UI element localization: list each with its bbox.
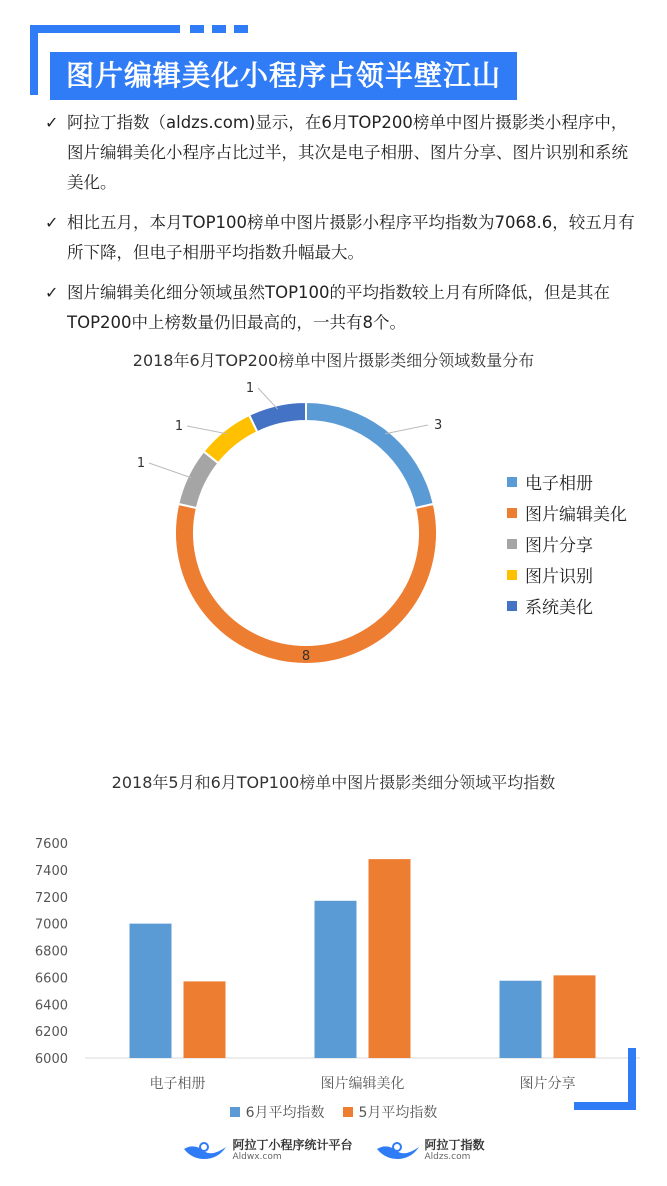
bar-chart [0, 820, 667, 1090]
frame-dash [234, 25, 248, 33]
donut-slice [249, 402, 306, 432]
legend-swatch [507, 570, 517, 580]
x-tick-label: 图片编辑美化 [320, 1076, 405, 1090]
legend-label: 电子相册 [525, 474, 593, 494]
donut-data-label: 1 [136, 456, 146, 471]
legend-swatch [507, 539, 517, 549]
logo-url: Aldwx.com [232, 1152, 282, 1162]
aldzs-logo [375, 1138, 485, 1163]
bar [184, 981, 226, 1058]
lamp-logo-icon [375, 1139, 421, 1163]
legend-item [507, 466, 627, 497]
y-tick-label: 7000 [34, 917, 68, 933]
donut-legend [507, 466, 627, 621]
legend-label: 系统美化 [525, 598, 593, 618]
page-title: 图片编辑美化小程序占领半壁江山 [50, 52, 517, 100]
legend-swatch [507, 601, 517, 611]
y-tick-label: 7200 [34, 890, 68, 906]
logo-url: Aldzs.com [424, 1152, 471, 1162]
legend-label: 图片编辑美化 [525, 505, 627, 525]
bullet-text: 图片编辑美化细分领域虽然TOP100的平均指数较上月有所降低，但是其在TOP200中上榜数量仍旧最高的，一共有8个。 [67, 283, 611, 332]
bar [500, 981, 542, 1058]
lamp-logo-icon [182, 1139, 228, 1163]
y-tick-label: 7600 [34, 837, 68, 852]
donut-chart-title: 2018年6月TOP200榜单中图片摄影类细分领域数量分布 [132, 351, 535, 370]
legend-swatch [507, 508, 517, 518]
x-tick-label: 图片分享 [519, 1076, 576, 1090]
frame-corner-top-left-bar [30, 25, 180, 33]
donut-label-leader [187, 426, 227, 434]
bullet-item [45, 278, 635, 338]
legend-item [507, 497, 627, 528]
aldwx-logo [182, 1138, 352, 1163]
legend-swatch [343, 1107, 353, 1117]
checkmark-icon: ✓ [45, 283, 59, 302]
checkmark-icon: ✓ [45, 113, 59, 132]
donut-data-label: 1 [174, 419, 184, 434]
legend-item [230, 1102, 325, 1122]
y-tick-label: 6400 [34, 998, 68, 1014]
donut-slice [204, 415, 258, 463]
y-tick-label: 6000 [34, 1052, 68, 1067]
bar [315, 901, 357, 1058]
legend-label: 图片分享 [525, 536, 593, 556]
donut-slice [178, 451, 218, 508]
donut-data-label: 3 [434, 418, 443, 433]
donut-slice [175, 504, 437, 664]
frame-corner-bottom-right-bar [574, 1102, 636, 1110]
donut-data-label: 8 [301, 649, 311, 664]
legend-swatch [507, 477, 517, 487]
legend-item [343, 1102, 438, 1122]
y-tick-label: 7400 [34, 863, 68, 879]
legend-label: 5月平均指数 [358, 1105, 438, 1121]
legend-item [507, 590, 627, 621]
legend-item [507, 559, 627, 590]
donut-label-leader [385, 425, 428, 434]
legend-item [507, 528, 627, 559]
bullet-item [45, 108, 635, 198]
donut-label-leader [258, 388, 278, 409]
frame-dash [190, 25, 204, 33]
legend-swatch [230, 1107, 240, 1117]
checkmark-icon: ✓ [45, 213, 59, 232]
y-tick-label: 6600 [34, 971, 68, 987]
y-tick-label: 6200 [34, 1025, 68, 1041]
y-tick-label: 6800 [34, 944, 68, 960]
frame-corner-top-left [30, 25, 38, 95]
bar [369, 859, 411, 1058]
bar-legend [0, 1102, 667, 1122]
logo-name: 阿拉丁小程序统计平台 [232, 1138, 353, 1152]
donut-label-leader [149, 463, 192, 478]
logo-name: 阿拉丁指数 [424, 1138, 485, 1152]
bullet-item [45, 208, 635, 268]
footer [0, 1138, 667, 1163]
legend-label: 图片识别 [525, 567, 593, 587]
donut-data-label: 1 [245, 381, 255, 396]
frame-corner-bottom-right [628, 1048, 636, 1110]
frame-dash [212, 25, 226, 33]
bar-chart-title: 2018年5月和6月TOP100榜单中图片摄影类细分领域平均指数 [111, 773, 556, 792]
x-tick-label: 电子相册 [149, 1076, 206, 1090]
bullet-text: 阿拉丁指数（aldzs.com)显示，在6月TOP200榜单中图片摄影类小程序中，图片编辑美化小程序占比过半，其次是电子相册、图片分享、图片识别和系统美化。 [67, 113, 628, 192]
legend-label: 6月平均指数 [245, 1105, 325, 1121]
bar [554, 975, 596, 1058]
donut-slice [306, 402, 434, 508]
bar [130, 924, 172, 1058]
bullet-text: 相比五月，本月TOP100榜单中图片摄影小程序平均指数为7068.6，较五月有所下降，但电子相册平均指数升幅最大。 [67, 213, 635, 262]
bullet-list [45, 108, 635, 348]
